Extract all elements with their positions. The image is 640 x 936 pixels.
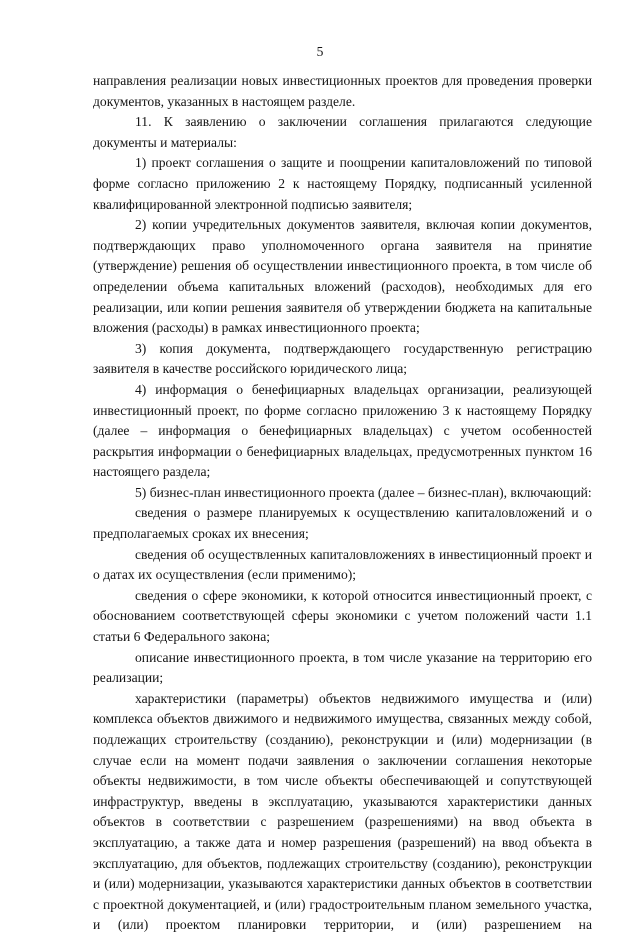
paragraph-business-plan-object-characteristics: характеристики (параметры) объектов недвижимого имущества и (или) комплекса объектов движимого и недвижимого имущества, связанных между собой, подлежащих строительству (созданию), реконструкции и (или) модернизации (в случае если на момент подачи заявления о заключении соглашения некоторые объекты недвижимости, в том числе объекты обеспечивающей и сопутствующей инфраструктур, введены в эксплуатацию, указываются характеристики данных объектов в соответствии с разрешением (разрешениями) на ввод объекта в эксплуатацию, а также дата и номер разрешения (разрешений) на ввод объекта в эксплуатацию, для объектов, подлежащих строительству (созданию), реконструкции и (или) модернизации, указываются характеристики данных объектов в соответствии с проектной документацией, и (или) градостроительным планом земельного участка, и (или) проектом планировки территории, и (или) разрешением на (93, 690, 592, 933)
paragraph-subitem-2: 2) копии учредительных документов заявителя, включая копии документов, подтверждающих право уполномоченного органа заявителя на принятие (утверждение) решения об осуществлении инвестиционного проекта, в том числе об определении объема капитальных вложений (расходов), необходимых для его реализации, или копии решения заявителя об утверждении бюджета на капитальные вложения (расходы) в рамках инвестиционного проекта; (93, 217, 592, 336)
paragraph-continuation: направления реализации новых инвестиционных проектов для проведения проверки документов, указанных в настоящем разделе. (93, 73, 592, 109)
paragraph-business-plan-investment-size: сведения о размере планируемых к осуществлению капиталовложений и о предполагаемых сроках их внесения; (93, 505, 592, 542)
paragraph-subitem-3: 3) копия документа, подтверждающего государственную регистрацию заявителя в качестве российского юридического лица; (93, 340, 592, 377)
paragraph-subitem-4: 4) информация о бенефициарных владельцах организации, реализующей инвестиционный проект, по форме согласно приложению 3 к настоящему Порядку (далее – информация о бенефициарных владельцах) с учетом особенностей раскрытия информации о бенефициарных владельцах, предусмотренных пунктом 16 настоящего раздела; (93, 381, 592, 480)
paragraph-subitem-1: 1) проект соглашения о защите и поощрении капиталовложений по типовой форме согласно приложению 2 к настоящему Порядку, подписанный усиленной квалифицированной электронной подписью заявителя; (93, 155, 592, 212)
paragraph-business-plan-investments-made: сведения об осуществленных капиталовложениях в инвестиционный проект и о датах их осуществления (если применимо); (93, 546, 592, 583)
page-number: 5 (316, 44, 324, 59)
paragraph-business-plan-project-description: описание инвестиционного проекта, в том числе указание на территорию его реализации; (93, 649, 592, 686)
paragraph-item-11: 11. К заявлению о заключении соглашения прилагаются следующие документы и материалы: (93, 114, 592, 150)
document-body (93, 71, 592, 936)
paragraph-subitem-5: 5) бизнес-план инвестиционного проекта (далее – бизнес-план), включающий: (135, 484, 592, 500)
paragraph-business-plan-economy-sphere: сведения о сфере экономики, к которой относится инвестиционный проект, с обоснованием соответствующей сферы экономики с учетом положений части 1.1 статьи 6 Федерального закона; (93, 587, 592, 645)
